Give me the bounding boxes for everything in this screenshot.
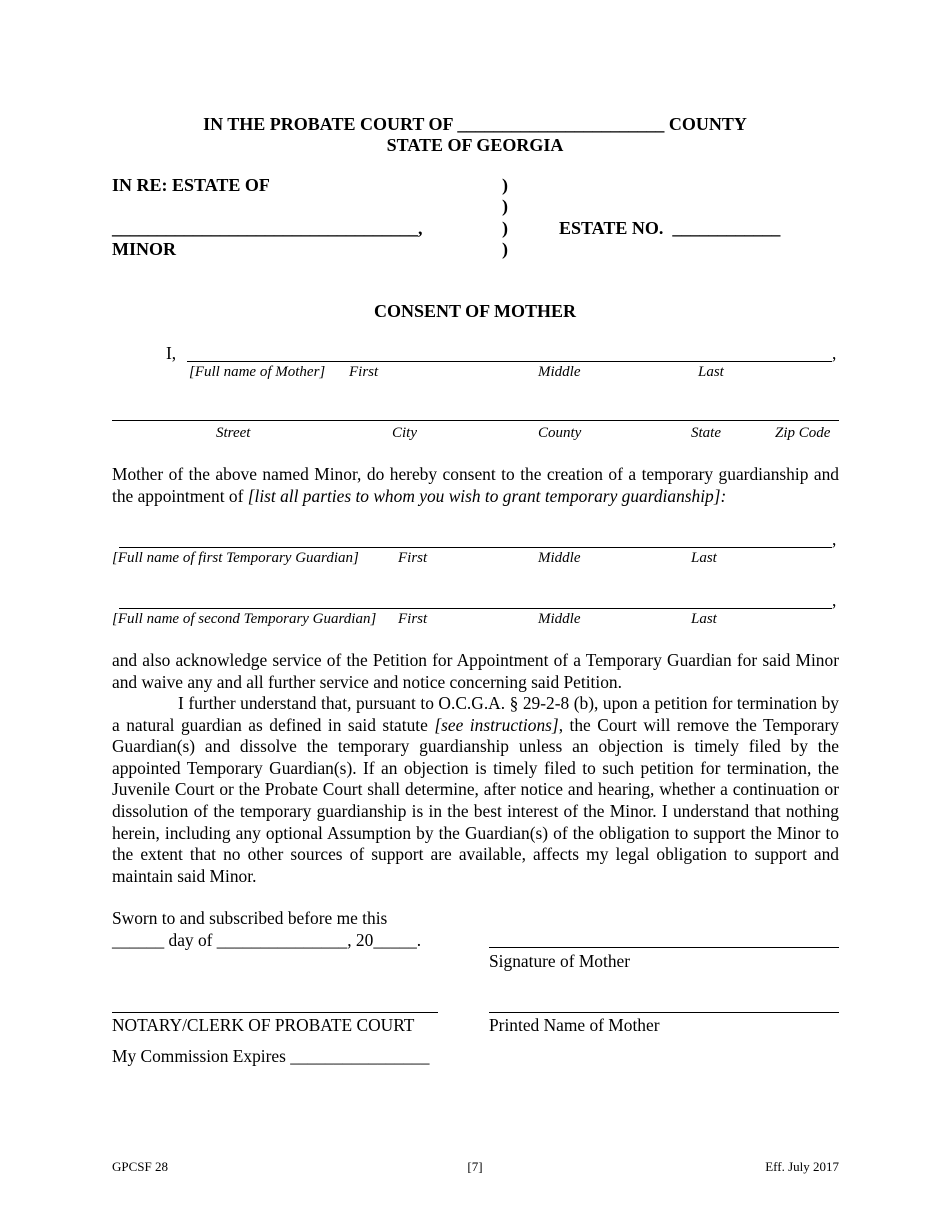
estate-no-blank: ____________	[672, 218, 781, 238]
mother-name-comma: ,	[832, 343, 837, 363]
mother-last-label: Last	[698, 364, 724, 380]
guardian-1-last-label: Last	[691, 550, 717, 566]
address-state-label: State	[691, 425, 721, 441]
consent-paragraph	[112, 464, 839, 507]
address-street-label: Street	[216, 425, 251, 441]
guardian-1-hint: [Full name of first Temporary Guardian]	[112, 550, 359, 566]
address-city-label: City	[392, 425, 417, 441]
understand-text-1: I further understand that, pursuant to O.C.G.A. § 29-2-8 (b), upon a petition for termination by a natural guardian as defined in said statute	[112, 693, 839, 735]
notary-label: NOTARY/CLERK OF PROBATE COURT	[112, 1015, 415, 1035]
estate-no	[559, 218, 780, 239]
consent-text: Mother of the above named Minor, do hereby consent to the creation of a temporary guardianship and the appointment of	[112, 464, 839, 506]
footer-page-number: [7]	[467, 1159, 483, 1174]
guardian-1-line[interactable]	[119, 547, 832, 548]
sworn-line-1: Sworn to and subscribed before me this	[112, 908, 388, 928]
mother-name-line[interactable]	[187, 361, 832, 362]
guardian-2-comma: ,	[832, 590, 837, 610]
minor-label: MINOR	[112, 239, 176, 259]
address-zip-label: Zip Code	[775, 425, 831, 441]
guardian-1-comma: ,	[832, 529, 837, 549]
address-line[interactable]	[112, 420, 839, 421]
guardian-2-middle-label: Middle	[538, 611, 581, 627]
signature-line[interactable]	[489, 947, 839, 948]
caption-paren: )	[502, 239, 508, 259]
mother-middle-label: Middle	[538, 364, 581, 380]
court-line-prefix: IN THE PROBATE COURT OF	[203, 114, 453, 134]
court-line-suffix: COUNTY	[668, 114, 747, 134]
state-line: STATE OF GEORGIA	[386, 135, 564, 155]
consent-instruction: [list all parties to whom you wish to grant temporary guardianship]:	[247, 485, 727, 506]
county-blank: _______________________	[457, 114, 665, 134]
guardian-2-hint: [Full name of second Temporary Guardian]	[112, 611, 377, 627]
footer-effective-date: Eff. July 2017	[765, 1159, 839, 1174]
guardian-1-middle-label: Middle	[538, 550, 581, 566]
caption-paren: )	[502, 196, 508, 216]
signature-label: Signature of Mother	[489, 951, 631, 971]
guardian-2-line[interactable]	[119, 608, 832, 609]
guardian-2-last-label: Last	[691, 611, 717, 627]
understand-paragraph	[112, 693, 839, 887]
guardian-2-first-label: First	[398, 611, 428, 627]
mother-first-label: First	[349, 364, 379, 380]
mother-name-prefix: I,	[166, 343, 177, 363]
understand-text-2: , the Court will remove the Temporary Guardian(s) and dissolve the temporary guardianship unless an objection is timely filed by the appointed Temporary Guardian(s). If an objection is timely filed to such petition for termination, the Juvenile Court or the Probate Court shall determine, after notice and hearing, whether a continuation or dissolution of the temporary guardianship is in the best interest of the Minor. I understand that nothing herein, including any optional Assumption by the Guardian(s) of the obligation to support the Minor to the extent that no other sources of support are available, affects my legal obligation to support and maintain said Minor.	[112, 714, 839, 886]
caption-paren: )	[502, 175, 508, 195]
in-re-label: IN RE: ESTATE OF	[112, 175, 270, 195]
commission-expires: My Commission Expires ________________	[112, 1046, 430, 1066]
document-title: CONSENT OF MOTHER	[373, 301, 577, 321]
notary-signature-line[interactable]	[112, 1012, 438, 1013]
mother-name-hint: [Full name of Mother]	[189, 364, 326, 380]
footer-form-id: GPCSF 28	[112, 1159, 168, 1174]
estate-no-label: ESTATE NO.	[559, 218, 664, 238]
understand-instruction: [see instructions]	[434, 714, 559, 735]
acknowledge-paragraph: and also acknowledge service of the Petition for Appointment of a Temporary Guardian for said Minor and waive any and all further service and notice concerning said Petition.	[112, 650, 839, 692]
printed-name-line[interactable]	[489, 1012, 839, 1013]
court-header	[0, 114, 950, 135]
address-county-label: County	[538, 425, 582, 441]
minor-name-blank: __________________________________,	[112, 218, 423, 238]
printed-name-label: Printed Name of Mother	[489, 1015, 660, 1035]
caption-paren: )	[502, 218, 508, 238]
guardian-1-first-label: First	[398, 550, 428, 566]
sworn-line-2: ______ day of _______________, 20_____.	[112, 930, 422, 950]
